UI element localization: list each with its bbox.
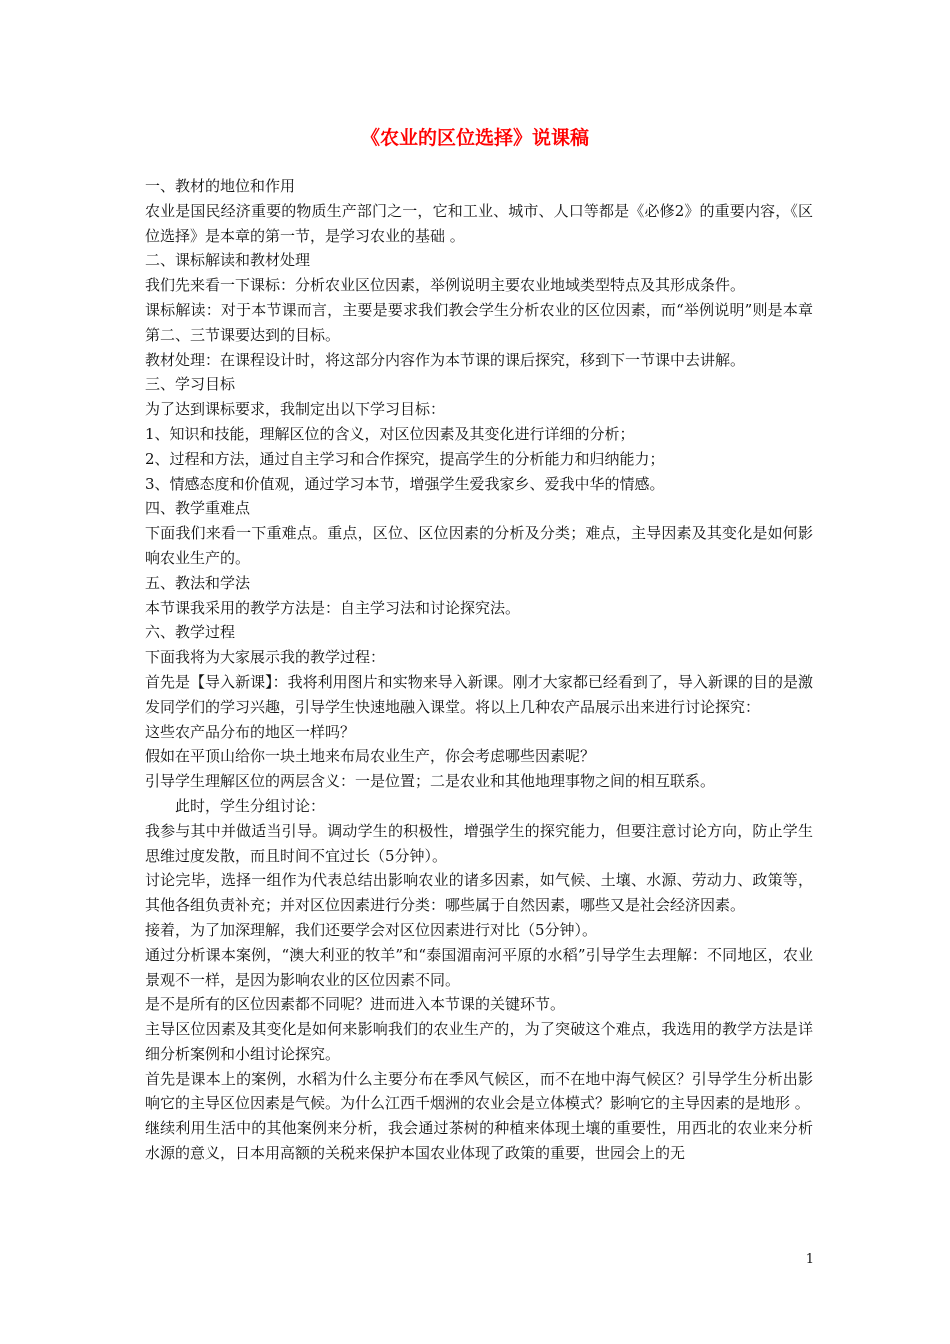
list-item: 3、情感态度和价值观，通过学习本节，增强学生爱我家乡、爱我中华的情感。 xyxy=(145,474,665,493)
paragraph: 我们先来看一下课标：分析农业区位因素，举例说明主要农业地域类型特点及其形成条件。 xyxy=(145,276,746,295)
paragraph: 我参与其中并做适当引导。调动学生的积极性，增强学生的探究能力，但要注意讨论方向，防止学生思维过度发散，而且时间不宜过长（5分钟）。 xyxy=(145,821,813,865)
paragraph: 此时，学生分组讨论： xyxy=(175,796,326,815)
paragraph: 下面我将为大家展示我的教学过程： xyxy=(145,648,386,667)
paragraph: 假如在平顶山给你一块土地来布局农业生产，你会考虑哪些因素呢？ xyxy=(145,747,596,766)
section-heading: 一、教材的地位和作用 xyxy=(145,177,296,195)
paragraph: 继续利用生活中的其他案例来分析，我会通过茶树的种植来体现土壤的重要性，用西北的农业来分析水源的意义，日本用高额的关税来保护本国农业体现了政策的重要，世园会上的无 xyxy=(145,1119,813,1163)
section-heading: 六、教学过程 xyxy=(145,623,236,642)
paragraph: 本节课我采用的教学方法是：自主学习法和讨论探究法。 xyxy=(145,598,521,617)
paragraph: 引导学生理解区位的两层含义：一是位置；二是农业和其他地理事物之间的相互联系。 xyxy=(145,772,716,791)
document-body xyxy=(145,174,813,1166)
paragraph: 农业是国民经济重要的物质生产部门之一，它和工业、城市、人口等都是《必修2》的重要内容，《区位选择》是本章的第一节，是学习农业的基础 。 xyxy=(145,201,813,245)
page-title: 《农业的区位选择》说课稿 xyxy=(360,127,589,149)
paragraph: 主导区位因素及其变化是如何来影响我们的农业生产的，为了突破这个难点，我选用的教学方法是详细分析案例和小组讨论探究。 xyxy=(145,1020,813,1063)
section-heading: 二、课标解读和教材处理 xyxy=(145,251,311,270)
paragraph: 是不是所有的区位因素都不同呢？进而进入本节课的关键环节。 xyxy=(145,995,566,1014)
section-heading: 四、教学重难点 xyxy=(145,499,251,518)
section-heading: 五、教法和学法 xyxy=(145,573,251,592)
paragraph: 课标解读：对于本节课而言，主要是要求我们教会学生分析农业的区位因素，而“举例说明”则是本章第二、三节课要达到的目标。 xyxy=(145,300,813,344)
paragraph: 首先是【导入新课】：我将利用图片和实物来导入新课。刚才大家都已经看到了，导入新课的目的是激发同学们的学习兴趣，引导学生快速地融入课堂。将以上几种农产品展示出来进行讨论探究： xyxy=(145,672,813,716)
section-heading: 三、学习目标 xyxy=(145,375,236,394)
paragraph: 首先是课本上的案例，水稻为什么主要分布在季风气候区，而不在地中海气候区？引导学生分析出影响它的主导区位因素是气候。为什么江西千烟洲的农业会是立体模式？影响它的主导因素的是地形 。 xyxy=(145,1069,813,1113)
paragraph: 教材处理：在课程设计时，将这部分内容作为本节课的课后探究，移到下一节课中去讲解。 xyxy=(145,350,746,369)
paragraph: 接着，为了加深理解，我们还要学会对区位因素进行对比（5分钟）。 xyxy=(145,920,598,939)
paragraph: 讨论完毕，选择一组作为代表总结出影响农业的诸多因素，如气候、土壤、水源、劳动力、政策等，其他各组负责补充；并对区位因素进行分类：哪些属于自然因素，哪些又是社会经济因素。 xyxy=(145,871,813,915)
list-item: 2、过程和方法，通过自主学习和合作探究，提高学生的分析能力和归纳能力； xyxy=(145,449,665,468)
paragraph: 这些农产品分布的地区一样吗？ xyxy=(145,722,356,741)
page-number: 1 xyxy=(805,1252,814,1267)
list-item: 1、知识和技能，理解区位的含义，对区位因素及其变化进行详细的分析； xyxy=(145,424,635,443)
paragraph: 为了达到课标要求，我制定出以下学习目标： xyxy=(145,400,446,419)
paragraph: 下面我们来看一下重难点。重点，区位、区位因素的分析及分类；难点，主导因素及其变化是如何影响农业生产的。 xyxy=(145,524,813,567)
paragraph: 通过分析课本案例，“澳大利亚的牧羊”和“泰国湄南河平原的水稻”引导学生去理解：不同地区，农业景观不一样，是因为影响农业的区位因素不同。 xyxy=(145,945,813,989)
